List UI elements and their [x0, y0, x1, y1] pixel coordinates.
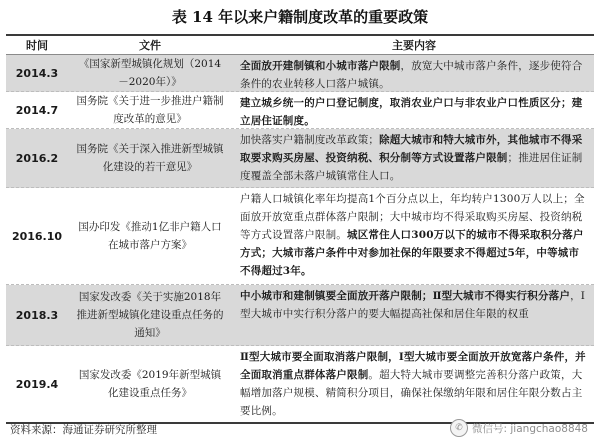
row-date: 2019.4: [15, 377, 59, 391]
row-date: 2014.3: [15, 66, 59, 80]
header-content: 主要内容: [392, 39, 436, 52]
row-content: 中小城市和建制镇要全面放开落户限制；Ⅱ型大城市不得实行积分落户，Ⅰ型大城市中实行积分落户的要大幅提高社保和居住年限的权重: [240, 290, 586, 320]
table-row: [6, 346, 594, 422]
row-date: 2018.3: [15, 308, 59, 322]
row-content: 加快落实户籍制度改革政策；除超大城市和特大城市外，其他城市不得采取要求购买房屋、投资纳税、积分制等方式设置落户限制；推进居住证制度覆盖全部未落户城镇常住人口。: [240, 134, 583, 182]
row-content: 全面放开建制镇和小城市落户限制，放宽大中城市落户条件，逐步使符合条件的农业转移人口落户城镇。: [240, 60, 583, 90]
row-content: 户籍人口城镇化率年均提高1个百分点以上，年均转户1300万人以上；全面放开放宽重点群体落户限制；大中城市均不得采取购买房屋、投资纳税等方式设置落户限制。城区常住人口300万以下的城市不得采取积分落户方式；大城市落户条件中对参加社保的年限要求不得超过5年，中等城市不得超过3年。: [240, 193, 585, 277]
table-title: 表 14 年以来户籍制度改革的重要政策: [171, 8, 429, 26]
table-row: [6, 285, 594, 346]
row-doc: 国务院《关于深入推进新型城镇化建设的若干意见》: [76, 143, 224, 173]
header-date: 时间: [26, 39, 48, 52]
row-doc: 国家发改委《2019年新型城镇化建设重点任务》: [78, 369, 222, 399]
table-row: [6, 129, 594, 188]
row-date: 2016.10: [11, 229, 63, 243]
row-date: 2014.7: [15, 103, 59, 117]
header-doc: 文件: [139, 39, 161, 52]
row-content: Ⅱ型大城市要全面取消落户限制，Ⅰ型大城市要全面放开放宽落户条件，并全面取消重点群体落户限制。超大特大城市要调整完善积分落户政策，大幅增加落户规模、精简积分项目，确保社保缴纳年限和居住年限分数占主要比例。: [240, 351, 586, 417]
table-row: [6, 188, 594, 285]
row-doc: 国办印发《推动1亿非户籍人口在城市落户方案》: [78, 221, 222, 251]
row-content: 建立城乡统一的户口登记制度，取消农业户口与非农业户口性质区分；建立居住证制度。: [240, 97, 583, 127]
table-row: [6, 55, 594, 92]
watermark-text: 微信号: jiangchao8848: [472, 422, 588, 435]
watermark: [450, 419, 588, 437]
wechat-icon: ✆: [450, 419, 468, 437]
row-date: 2016.2: [15, 151, 59, 165]
source-note: 资料来源：海通证券研究所整理: [10, 424, 157, 436]
table-header-row: [6, 36, 594, 55]
row-doc: 《国家新型城镇化规划（2014－2020年）》: [78, 58, 222, 88]
table-row: [6, 92, 594, 129]
row-doc: 国务院《关于进一步推进户籍制度改革的意见》: [76, 95, 224, 125]
policy-table: [6, 34, 594, 424]
row-doc: 国家发改委《关于实施2018年推进新型城镇化建设重点任务的通知》: [76, 291, 224, 339]
